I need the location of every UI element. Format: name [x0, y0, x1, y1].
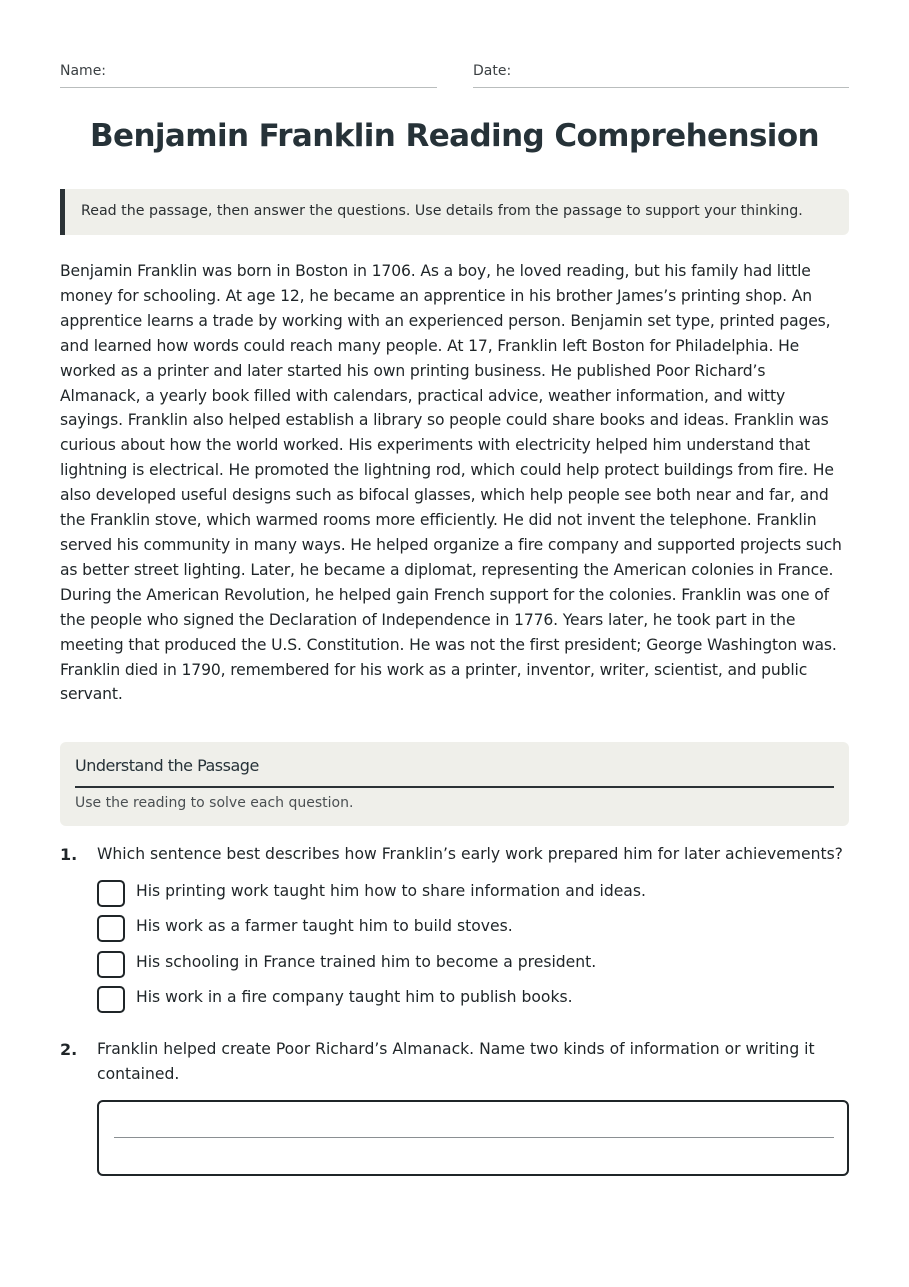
option-text: His printing work taught him how to share information and ideas. — [136, 882, 646, 900]
page-title: Benjamin Franklin Reading Comprehension — [89, 118, 819, 154]
section-subtitle: Use the reading to solve each question. — [75, 795, 354, 811]
header-fields — [60, 60, 849, 90]
name-field[interactable] — [60, 60, 437, 88]
date-field[interactable] — [473, 60, 849, 88]
question-text: Franklin helped create Poor Richard’s Almanack. Name two kinds of information or writing it contained. — [97, 1040, 815, 1083]
checkbox[interactable] — [97, 986, 125, 1013]
answer-line — [114, 1137, 834, 1138]
answer-option-d[interactable] — [97, 986, 797, 1014]
question-number: 2. — [60, 1040, 78, 1059]
answer-box[interactable] — [97, 1100, 849, 1176]
instructions-box: Read the passage, then answer the questions. Use details from the passage to support your thinking. — [60, 189, 849, 235]
answer-option-a[interactable] — [97, 880, 797, 908]
option-text: His schooling in France trained him to become a president. — [136, 953, 597, 971]
checkbox[interactable] — [97, 880, 125, 907]
option-text: His work as a farmer taught him to build stoves. — [136, 917, 513, 935]
date-label: Date: — [473, 63, 512, 79]
section-title: Understand the Passage — [75, 755, 834, 788]
question-number: 1. — [60, 845, 78, 864]
reading-passage: Benjamin Franklin was born in Boston in 1706. As a boy, he loved reading, but his family had little money for schooling. At age 12, he became an apprentice in his brother James’s printing shop. An apprentice learns a trade by working with an experienced person. Benjamin set type, printed pages, and learned how words could reach many people. At 17, Franklin left Boston for Philadelphia. He worked as a printer and later started his own printing business. He published Poor Richard’s Almanack, a yearly book filled with calendars, practical advice, weather information, and witty sayings. Franklin also helped establish a library so people could share books and ideas. Franklin was curious about how the world worked. His experiments with electricity helped him understand that lightning is electrical. He promoted the lightning rod, which could help protect buildings from fire. He also developed useful designs such as bifocal glasses, which help people see both near and far, and the Franklin stove, which warmed rooms more efficiently. He did not invent the telephone. Franklin served his community in many ways. He helped organize a fire company and supported projects such as better street lighting. Later, he became a diplomat, representing the American colonies in France. During the American Revolution, he helped gain French support for the colonies. Franklin was one of the people who signed the Declaration of Independence in 1776. Years later, he took part in the meeting that produced the U.S. Constitution. He was not the first president; George Washington was. Franklin died in 1790, remembered for his work as a printer, inventor, writer, scientist, and public servant. — [60, 262, 842, 704]
answer-option-b[interactable] — [97, 915, 797, 943]
name-label: Name: — [60, 63, 107, 79]
question-text: Which sentence best describes how Franklin’s early work prepared him for later achievements? — [97, 845, 843, 863]
section-header — [60, 742, 849, 826]
checkbox[interactable] — [97, 951, 125, 978]
checkbox[interactable] — [97, 915, 125, 942]
option-text: His work in a fire company taught him to publish books. — [136, 988, 573, 1006]
answer-option-c[interactable] — [97, 951, 797, 979]
